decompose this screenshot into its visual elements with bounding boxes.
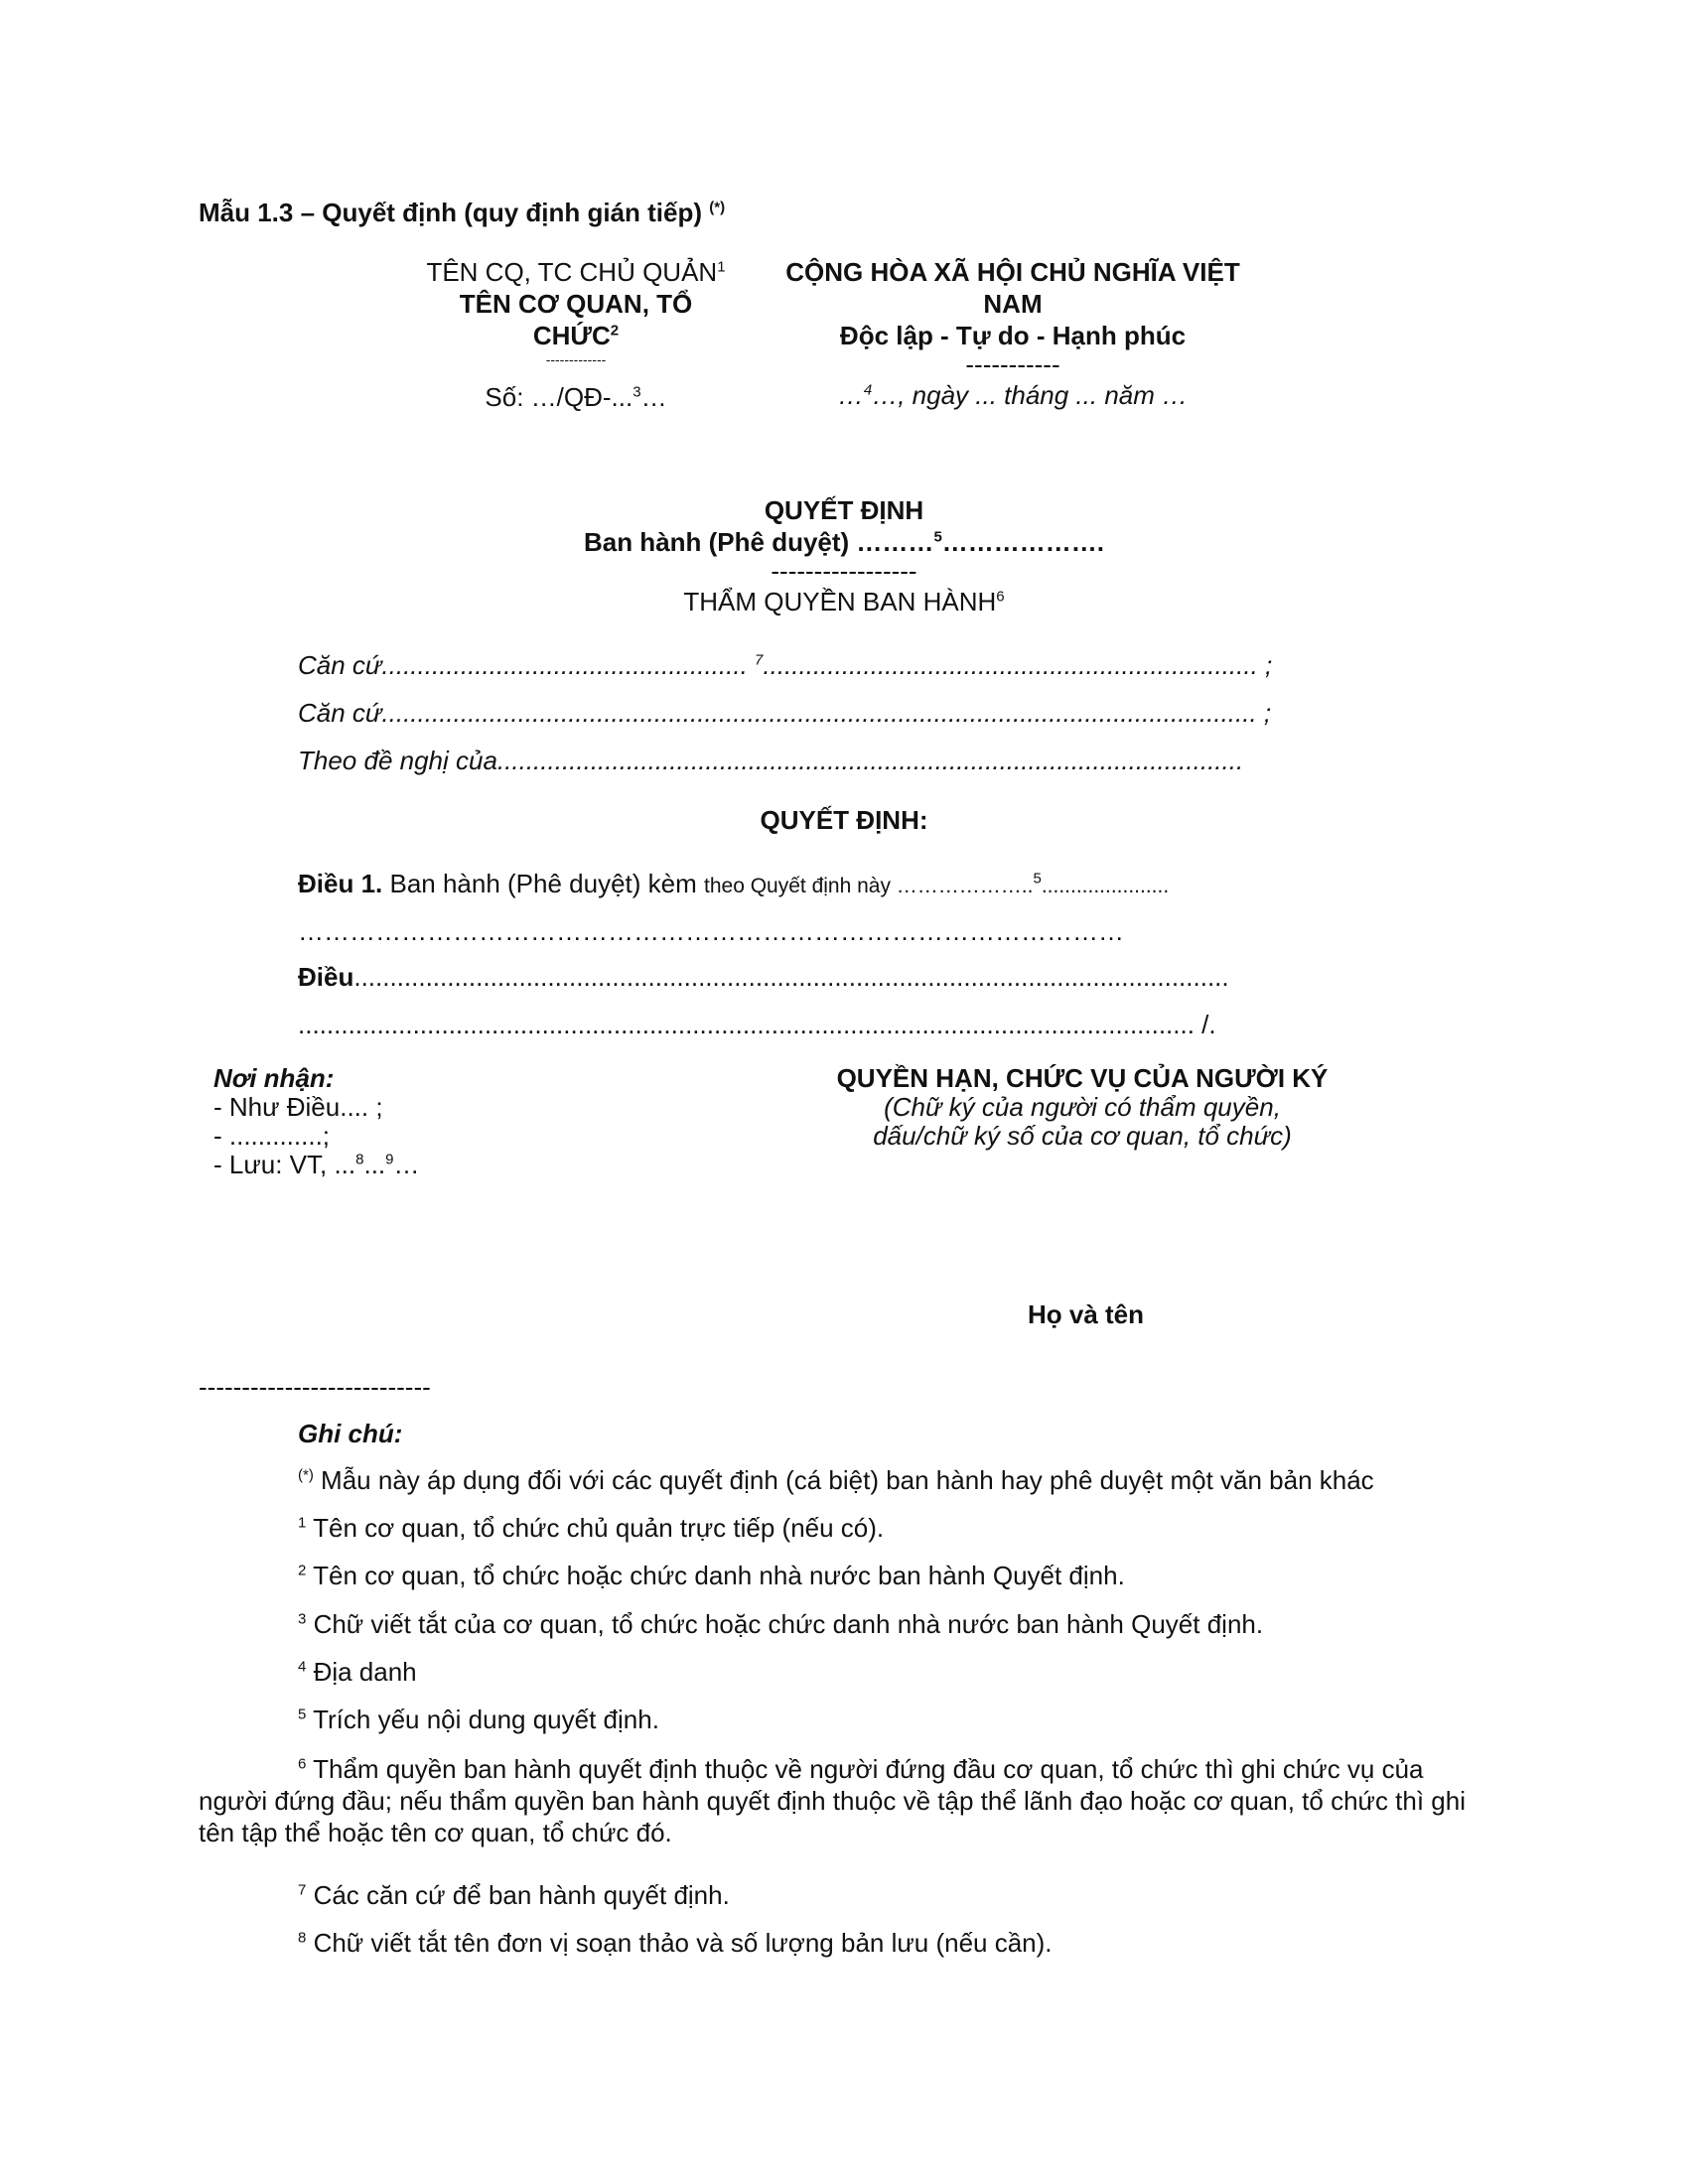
template-title-footnote: (*) bbox=[709, 199, 726, 216]
decides-heading: QUYẾT ĐỊNH: bbox=[760, 805, 928, 835]
recipient-item: - Như Điều.... ; bbox=[213, 1092, 383, 1122]
note-2: $^2$ Tên cơ quan, tổ chức hoặc chức danh nhà nước ban hành Quyết định. bbox=[298, 1561, 1125, 1590]
note-7: $^7$ Các căn cứ để ban hành quyết định. bbox=[298, 1880, 730, 1910]
basis-line-1: Căn cứ................................................... $^7$..................................................................... ; bbox=[298, 650, 1273, 680]
note-1: $^1$ Tên cơ quan, tổ chức chủ quản trực tiếp (nếu có). bbox=[298, 1513, 885, 1543]
footnote-separator: --------------------------- bbox=[199, 1372, 431, 1402]
signer-title: QUYỀN HẠN, CHỨC VỤ CỦA NGƯỜI KÝ bbox=[836, 1063, 1329, 1093]
notes-title: Ghi chú: bbox=[298, 1419, 403, 1448]
basis-line-2: Căn cứ.......................................................................................................................... ; bbox=[298, 698, 1272, 728]
signer-block bbox=[765, 1064, 1400, 1151]
header-left-separator: ------------- bbox=[545, 351, 607, 367]
document-number: Số: …/QĐ-...$^3$… bbox=[485, 382, 667, 412]
national-motto: Độc lập - Tự do - Hạnh phúc bbox=[839, 321, 1187, 350]
header-right-separator: ----------- bbox=[965, 349, 1060, 379]
article-n: Điều.......................................................................................................................... bbox=[298, 962, 1229, 992]
country-name: CỘNG HÒA XÃ HỘI CHỦ NGHĨA VIỆT bbox=[785, 257, 1240, 287]
note-8: $^8$ Chữ viết tắt tên đơn vị soạn thảo và số lượng bản lưu (nếu cần). bbox=[298, 1928, 1053, 1958]
note-3: $^3$ Chữ viết tắt của cơ quan, tổ chức hoặc chức danh nhà nước ban hành Quyết định. bbox=[298, 1609, 1264, 1639]
recipients bbox=[213, 1064, 419, 1179]
decision-title: QUYẾT ĐỊNH bbox=[764, 495, 924, 525]
header-right bbox=[765, 256, 1261, 411]
issuing-authority: THẨM QUYỀN BAN HÀNH$^6$ bbox=[683, 587, 1005, 616]
decision-separator: ----------------- bbox=[771, 556, 917, 586]
header-left bbox=[377, 256, 774, 413]
org-name: TÊN CƠ QUAN, TỔ bbox=[459, 289, 693, 319]
recipient-item: - .............; bbox=[213, 1121, 331, 1151]
note-4: $^4$ Địa danh bbox=[298, 1657, 417, 1687]
note-5: $^5$ Trích yếu nội dung quyết định. bbox=[298, 1705, 659, 1734]
article-1: Điều 1. Ban hành (Phê duyệt) kèm theo Quyết định này ………………..$^5$...................... bbox=[298, 869, 1170, 898]
decision-heading bbox=[0, 494, 1688, 617]
country-name-cont: NAM bbox=[983, 289, 1043, 319]
signer-name: Họ và tên bbox=[1028, 1299, 1145, 1329]
article-1-continuation: …………………………………………………………………………………… bbox=[298, 916, 1124, 946]
recipient-item-archive: - Lưu: VT, ...$^8$...$^9$… bbox=[213, 1150, 420, 1179]
place-date: …$^4$…, ngày ... tháng ... năm … bbox=[837, 380, 1189, 410]
signer-note: (Chữ ký của người có thẩm quyền, bbox=[884, 1092, 1281, 1122]
org-name-cont: CHỨC$^2$ bbox=[532, 321, 620, 350]
template-title: Mẫu 1.3 – Quyết định (quy định gián tiếp) (*) bbox=[199, 198, 726, 227]
basis-line-3: Theo đề nghị của........................................................................................................ bbox=[298, 746, 1244, 775]
recipients-title: Nơi nhận: bbox=[213, 1063, 335, 1093]
note-star: (*) Mẫu này áp dụng đối với các quyết định (cá biệt) ban hành hay phê duyệt một văn bản khác bbox=[298, 1465, 1374, 1495]
signer-note-cont: dấu/chữ ký số của cơ quan, tổ chức) bbox=[873, 1121, 1292, 1151]
article-n-final: ............................................................................................................................. /. bbox=[298, 1010, 1216, 1039]
note-6: $^6$ Thẩm quyền ban hành quyết định thuộc về người đứng đầu cơ quan, tổ chức thì ghi chức vụ của người đứng đầu; nếu thẩm quyền ban hành quyết định thuộc về tập thể lãnh đạo hoặc cơ quan, tổ chức thì ghi tên tập thể hoặc tên cơ quan, tổ chức đó. bbox=[199, 1754, 1466, 1847]
decision-subtitle: Ban hành (Phê duyệt) ………$^5$………………. bbox=[583, 527, 1105, 557]
parent-org: TÊN CQ, TC CHỦ QUẢN$^1$ bbox=[426, 257, 726, 287]
